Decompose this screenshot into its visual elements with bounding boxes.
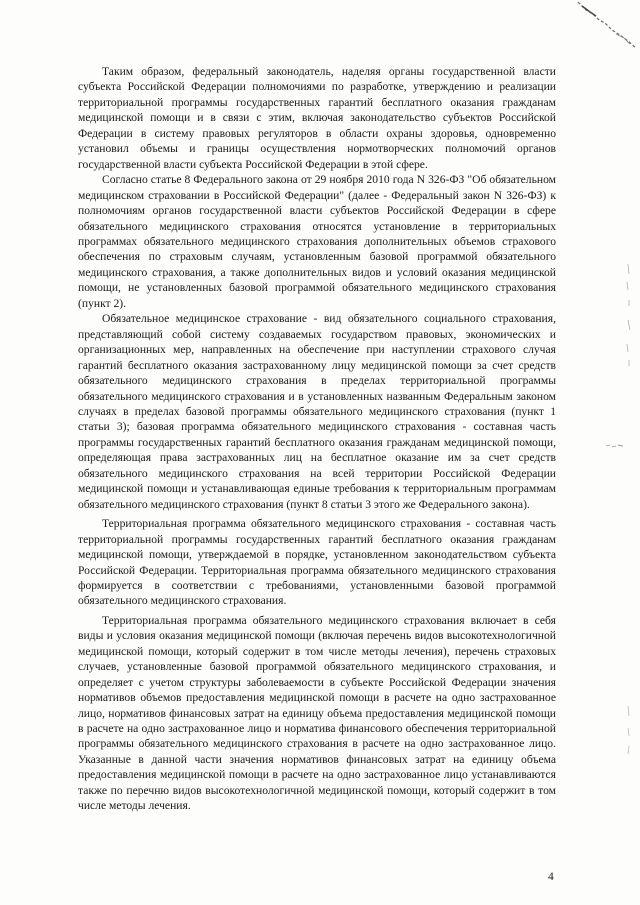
margin-noise-icon [624,700,634,760]
paragraph: Территориальная программа обязательного медицинского страхования включает в себя виды и условия оказания медицинской помощи (включая перечень видов высокотехнологичной медицинской помощи, который содержит в том числе методы лечения), перечень страховых случаев, установленные базовой программой обязательного медицинского страхования, и определяет с учетом структуры заболеваемости в субъекте Российской Федерации значения нормативов объемов предоставления медицинской помощи в расчете на одно застрахованное лицо, нормативов финансовых затрат на единицу объема предоставления медицинской помощи в расчете на одно застрахованное лицо и норматива финансового обеспечения территориальной программы обязательного медицинского страхования в расчете на одно застрахованное лицо. Указанные в данной части значения нормативов финансовых затрат на единицу объема предоставления медицинской помощи в расчете на одно застрахованное лицо устанавливаются также по перечню видов высокотехнологичной медицинской помощи, который содержит в том числе методы лечения. [78,613,556,813]
paragraph: Таким образом, федеральный законодатель, наделяя органы государственной власти субъекта Российской Федерации полномочиями по разработке, утверждению и реализации территориальной программы государственных гарантий бесплатного оказания гражданам медицинской помощи и в связи с этим, включая законодательство субъектов Российской Федерации в систему правовых регуляторов в области охраны здоровья, одновременно установил объемы и границы осуществления нормотворческих полномочий органов государственной власти субъекта Российской Федерации в этой сфере. [78,65,556,171]
scan-corner-mark-icon [520,0,640,70]
paragraph: Согласно статье 8 Федерального закона от 29 ноября 2010 года N 326-ФЗ "Об обязательном медицинском страховании в Российской Федерации" (далее - Федеральный закон N 326-ФЗ) к полномочиям органов государственной власти субъектов Российской Федерации в сфере обязательного медицинского страхования относятся установление в территориальных программах обязательного медицинского страхования дополнительных объемов страхового обеспечения по страховым случаям, установленным базовой программой обязательного медицинского страхования, а также дополнительных видов и условий оказания медицинской помощи, не установленных базовой программой обязательного медицинского страхования (пункт 2). [78,173,556,310]
page-number: 4 [548,871,554,883]
margin-noise-icon [604,432,626,462]
document-body [78,64,556,814]
paragraph: Обязательное медицинское страхование - вид обязательного социального страхования, представляющий собой систему создаваемых государством правовых, экономических и организационных мер, направленных на обеспечение при наступлении страхового случая гарантий бесплатного оказания застрахованному лицу медицинской помощи за счет средств обязательного медицинского страхования в пределах территориальной программы обязательного медицинского страхования и в установленных названным Федеральным законом случаях в пределах базовой программы обязательного медицинского страхования (пункт 1 статьи 3); базовая программа обязательного медицинского страхования - составная часть программы государственных гарантий бесплатного оказания гражданам медицинской помощи, определяющая права застрахованных лиц на бесплатное оказание им за счет средств обязательного медицинского страхования на всей территории Российской Федерации медицинской помощи и устанавливающая единые требования к территориальным программам обязательного медицинского страхования (пункт 8 статьи 3 этого же Федерального закона). [78,312,556,511]
paragraph: Территориальная программа обязательного медицинского страхования - составная часть территориальной программы государственных гарантий бесплатного оказания гражданам медицинской помощи, утверждаемой в порядке, установленном законодательством субъекта Российской Федерации. Территориальная программа обязательного медицинского страхования формируется в соответствии с требованиями, установленными базовой программой обязательного медицинского страхования. [78,517,556,608]
margin-noise-icon [624,260,634,370]
